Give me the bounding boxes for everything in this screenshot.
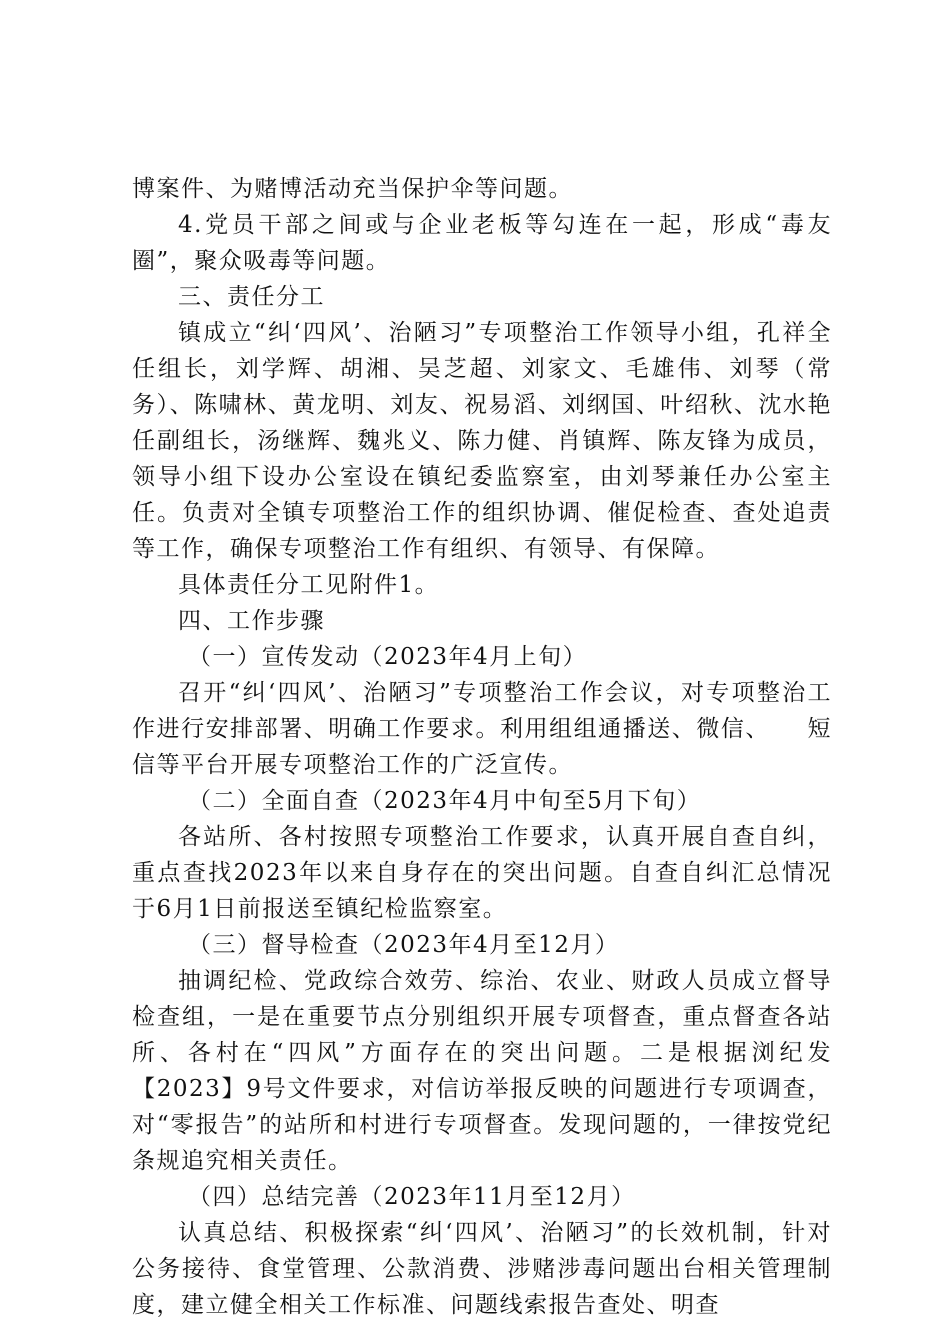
paragraph-1: 博案件、为赌博活动充当保护伞等问题。 xyxy=(132,176,573,202)
paragraph-10: 各站所、各村按照专项整治工作要求，认真开展自查自纠，重点查找2023年以来自身存在的突出问题。自查自纠汇总情况于6月1日前报送至镇纪检监察室。 xyxy=(132,824,832,922)
paragraph-4: 镇成立“纠‘四风’、治陋习”专项整治工作领导小组，孔祥全任组长，刘学辉、胡湘、吴芝超、刘家文、毛雄伟、刘琴（常务）、陈啸林、黄龙明、刘友、祝易滔、刘纲国、叶绍秋、沈水艳任副组长，汤继辉、魏兆义、陈力健、肖镇辉、陈友锋为成员，领导小组下设办公室设在镇纪委监察室，由刘琴兼任办公室主任。负责对全镇专项整治工作的组织协调、催促检查、查处追责等工作，确保专项整治工作有组织、有领导、有保障。 xyxy=(132,320,832,562)
section-heading-3: 三、责任分工 xyxy=(178,284,325,310)
subheading-2: （二）全面自查（2023年4月中旬至5月下旬） xyxy=(188,788,702,814)
paragraph-8: 召开“纠‘四风’、治陋习”专项整治工作会议，对专项整治工作进行安排部署、明确工作要求。利用组组通播送、微信、 短信等平台开展专项整治工作的广泛宣传。 xyxy=(132,680,832,778)
section-heading-4: 四、工作步骤 xyxy=(178,608,325,634)
paragraph-2: 4.党员干部之间或与企业老板等勾连在一起，形成“毒友圈”，聚众吸毒等问题。 xyxy=(132,212,832,274)
paragraph-5: 具体责任分工见附件1。 xyxy=(178,572,440,598)
paragraph-14: 认真总结、积极探索“纠‘四风’、治陋习”的长效机制，针对公务接待、食堂管理、公款消费、涉赌涉毒问题出台相关管理制度，建立健全相关工作标准、问题线索报告查处、明查 xyxy=(132,1220,832,1318)
paragraph-12: 抽调纪检、党政综合效劳、综治、农业、财政人员成立督导检查组，一是在重要节点分别组织开展专项督查，重点督查各站所、各村在“四风”方面存在的突出问题。二是根据浏纪发【2023】9号文件要求，对信访举报反映的问题进行专项调查，对“零报告”的站所和村进行专项督查。发现问题的，一律按党纪条规追究相关责任。 xyxy=(132,968,832,1174)
document-body xyxy=(132,171,832,1323)
subheading-4: （四）总结完善（2023年11月至12月） xyxy=(188,1184,636,1210)
subheading-1: （一）宣传发动（2023年4月上旬） xyxy=(188,644,588,670)
subheading-3: （三）督导检查（2023年4月至12月） xyxy=(188,932,620,958)
